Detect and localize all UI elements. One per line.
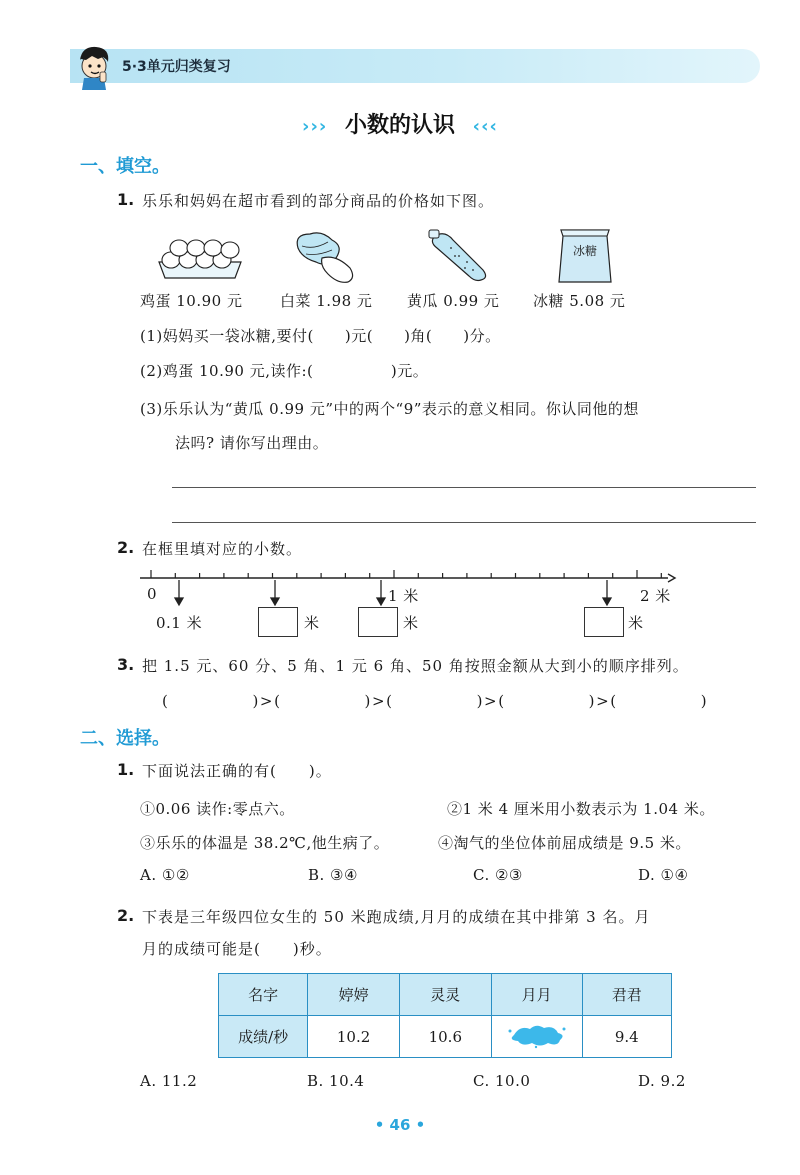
statement-1: ①0.06 读作:零点六。 [140, 800, 295, 818]
unit-label: 米 [403, 614, 419, 632]
axis-label-2m: 2 米 [640, 587, 671, 605]
axis-label-0: 0 [147, 585, 158, 603]
sugar-bag-label: 冰糖 [572, 244, 597, 258]
option-d[interactable]: D. ①④ [638, 866, 689, 884]
title-right-arrows: ‹‹‹ [472, 116, 498, 137]
question-text: 把 1.5 元、60 分、5 角、1 元 6 角、50 角按照金额从大到小的顺序排列。 [142, 657, 689, 675]
table-header-cell: 月月 [491, 974, 582, 1016]
score-table [218, 973, 672, 1058]
question-number: 2. [117, 538, 135, 557]
option-b[interactable]: B. ③④ [308, 866, 358, 884]
boy-mascot-icon [70, 42, 118, 90]
question-number: 2. [117, 906, 135, 925]
given-value: 0.1 米 [156, 614, 203, 632]
table-header-cell: 名字 [219, 974, 308, 1016]
answer-box[interactable] [358, 607, 398, 637]
question-number: 1. [117, 190, 135, 209]
question-number: 1. [117, 760, 135, 779]
question-text: 在框里填对应的小数。 [142, 540, 303, 558]
product-price-cabbage: 白菜 1.98 元 [280, 292, 373, 310]
table-header-cell: 婷婷 [308, 974, 400, 1016]
table-cell: 9.4 [582, 1016, 671, 1058]
table-header-row [219, 974, 672, 1016]
title-left-arrows: ››› [302, 116, 328, 137]
option-b[interactable]: B. 10.4 [307, 1072, 365, 1090]
option-a[interactable]: A. ①② [140, 866, 190, 884]
egg-tray-icon [155, 232, 245, 282]
cucumber-icon [425, 226, 491, 282]
statement-2: ②1 米 4 厘米用小数表示为 1.04 米。 [447, 800, 715, 818]
page-title [0, 108, 800, 139]
table-cell-hidden [491, 1016, 582, 1058]
product-price-egg: 鸡蛋 10.90 元 [140, 292, 243, 310]
question-text-line1: 下表是三年级四位女生的 50 米跑成绩,月月的成绩在其中排第 3 名。月 [142, 908, 651, 926]
question-text: 乐乐和妈妈在超市看到的部分商品的价格如下图。 [142, 192, 495, 210]
ink-splash-icon [506, 1021, 568, 1049]
question-text-line2: 月的成绩可能是( )秒。 [142, 940, 332, 958]
statement-3: ③乐乐的体温是 38.2℃,他生病了。 [140, 834, 390, 852]
sub-question-3-line2: 法吗? 请你写出理由。 [175, 434, 329, 452]
option-a[interactable]: A. 11.2 [140, 1072, 198, 1090]
option-c[interactable]: C. 10.0 [473, 1072, 531, 1090]
sub-question-3-line1: (3)乐乐认为“黄瓜 0.99 元”中的两个“9”表示的意义相同。你认同他的想 [140, 400, 639, 418]
sugar-bag-icon [555, 226, 615, 284]
page-number: • 46 • [374, 1116, 426, 1134]
table-row-label: 成绩/秒 [219, 1016, 308, 1058]
answer-box[interactable] [584, 607, 624, 637]
title-text: 小数的认识 [344, 113, 455, 138]
product-price-cucumber: 黄瓜 0.99 元 [407, 292, 500, 310]
unit-label: 米 [628, 614, 644, 632]
axis-label-1m: 1 米 [388, 587, 419, 605]
answer-line[interactable] [172, 522, 756, 523]
option-d[interactable]: D. 9.2 [638, 1072, 686, 1090]
sub-question-1: (1)妈妈买一袋冰糖,要付( )元( )角( )分。 [140, 327, 501, 345]
answer-line[interactable] [172, 487, 756, 488]
series-title: 5·3单元归类复习 [122, 59, 231, 75]
table-header-cell: 君君 [582, 974, 671, 1016]
table-cell: 10.6 [399, 1016, 491, 1058]
question-number: 3. [117, 655, 135, 674]
ordering-blanks[interactable]: ( )>( )>( )>( )>( ) [162, 692, 709, 710]
option-c[interactable]: C. ②③ [473, 866, 523, 884]
table-row [219, 1016, 672, 1058]
cabbage-icon [292, 228, 362, 286]
table-header-cell: 灵灵 [399, 974, 491, 1016]
unit-label: 米 [304, 614, 320, 632]
question-text: 下面说法正确的有( )。 [142, 762, 332, 780]
product-price-sugar: 冰糖 5.08 元 [533, 292, 626, 310]
sub-question-2: (2)鸡蛋 10.90 元,读作:( )元。 [140, 362, 429, 380]
answer-box[interactable] [258, 607, 298, 637]
table-cell: 10.2 [308, 1016, 400, 1058]
statement-4: ④淘气的坐位体前屈成绩是 9.5 米。 [438, 834, 691, 852]
section-heading-choice: 二、选择。 [80, 728, 170, 749]
section-heading-fill-in: 一、填空。 [80, 156, 170, 177]
